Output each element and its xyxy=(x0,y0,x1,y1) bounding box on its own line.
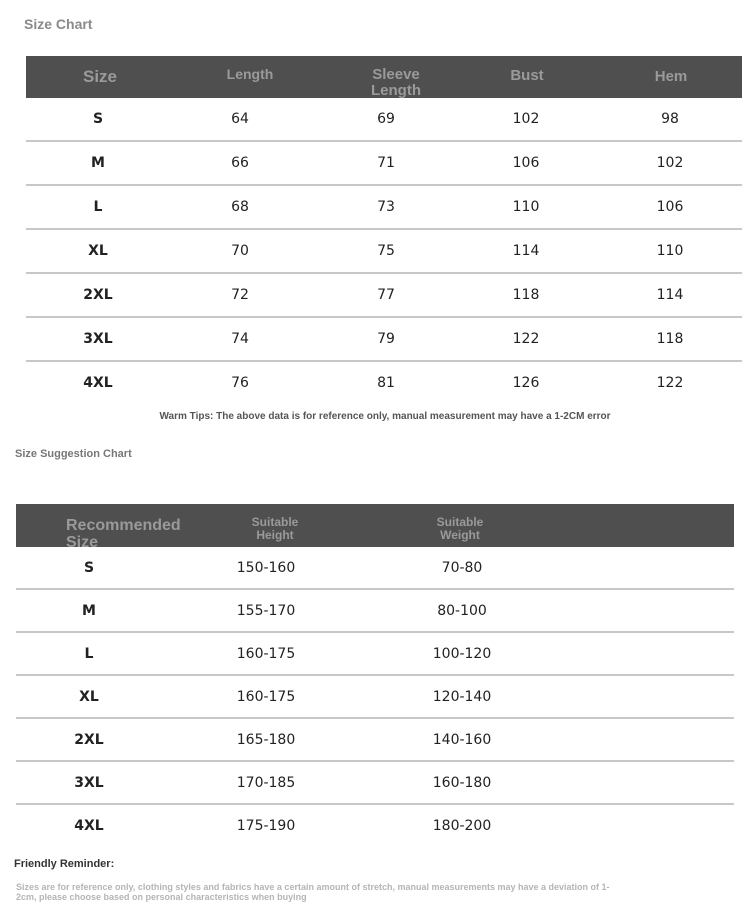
suitable-height-cell: 150-160 xyxy=(236,559,296,576)
recommended-size-cell: S xyxy=(83,559,95,576)
length-cell: 76 xyxy=(231,375,249,391)
table-row xyxy=(26,186,742,230)
table-row xyxy=(16,762,734,805)
header-length: Length xyxy=(226,66,274,82)
size-cell: 3XL xyxy=(83,331,113,347)
warm-tip: Warm Tips: The above data is for reference only, manual measurement may have a 1-2CM error xyxy=(159,411,611,422)
size-chart-title: Size Chart xyxy=(24,16,93,32)
header-hem: Hem xyxy=(654,68,688,85)
hem-cell: 110 xyxy=(656,243,684,259)
size-suggestion-header xyxy=(16,504,734,551)
sleeve-length-cell: 73 xyxy=(377,199,395,215)
hem-cell: 98 xyxy=(661,111,679,127)
size-cell: 2XL xyxy=(83,287,113,303)
suitable-height-cell: 155-170 xyxy=(236,602,296,619)
table-row xyxy=(16,590,734,633)
hem-cell: 122 xyxy=(656,375,684,391)
sleeve-length-cell: 71 xyxy=(377,155,395,171)
hem-cell: 118 xyxy=(656,331,684,347)
size-chart-table xyxy=(26,56,742,404)
table-row xyxy=(26,230,742,274)
reminder-title: Friendly Reminder: xyxy=(14,858,115,870)
suitable-height-cell: 160-175 xyxy=(236,645,296,662)
size-suggestion-body xyxy=(16,547,734,846)
header-size: Size xyxy=(82,67,118,86)
bust-cell: 102 xyxy=(512,111,540,127)
size-suggestion-table xyxy=(16,504,734,846)
size-cell: M xyxy=(91,155,105,171)
table-row xyxy=(26,362,742,404)
length-cell: 64 xyxy=(231,111,249,127)
table-row xyxy=(26,142,742,186)
size-chart-body xyxy=(26,98,742,404)
suitable-weight-cell: 180-200 xyxy=(432,817,492,834)
reminder-text: Sizes are for reference only, clothing styles and fabrics have a certain amount of stretch, manual measurements may have a deviation of 1-2cm, please choose based on personal characteristics when buying xyxy=(16,882,610,902)
table-row xyxy=(26,98,742,142)
length-cell: 72 xyxy=(231,287,249,303)
recommended-size-cell: 3XL xyxy=(74,774,104,791)
hem-cell: 114 xyxy=(656,287,684,303)
suitable-weight-cell: 70-80 xyxy=(441,559,483,576)
recommended-size-cell: M xyxy=(82,602,96,619)
recommended-size-cell: L xyxy=(84,645,94,662)
table-row xyxy=(26,274,742,318)
header-bust: Bust xyxy=(510,67,544,84)
hem-cell: 102 xyxy=(656,155,684,171)
suitable-weight-cell: 80-100 xyxy=(437,602,487,619)
size-suggestion-title: Size Suggestion Chart xyxy=(15,448,132,460)
table-row xyxy=(16,633,734,676)
table-row xyxy=(16,547,734,590)
hem-cell: 106 xyxy=(656,199,684,215)
suitable-height-cell: 160-175 xyxy=(236,688,296,705)
length-cell: 66 xyxy=(231,155,249,171)
header-sleeve-length: Sleeve Length xyxy=(371,66,421,99)
suitable-weight-cell: 100-120 xyxy=(432,645,492,662)
recommended-size-cell: 4XL xyxy=(74,817,104,834)
sleeve-length-cell: 77 xyxy=(377,287,395,303)
size-cell: S xyxy=(92,111,104,127)
table-row xyxy=(16,719,734,762)
header-suitable-height: Suitable Height xyxy=(251,515,299,542)
sleeve-length-cell: 81 xyxy=(377,375,395,391)
suitable-weight-cell: 120-140 xyxy=(432,688,492,705)
bust-cell: 110 xyxy=(512,199,540,215)
suitable-height-cell: 175-190 xyxy=(236,817,296,834)
size-cell: L xyxy=(93,199,103,215)
sleeve-length-cell: 69 xyxy=(377,111,395,127)
size-cell: XL xyxy=(88,243,108,259)
size-cell: 4XL xyxy=(83,375,113,391)
recommended-size-cell: XL xyxy=(79,688,99,705)
suitable-weight-cell: 140-160 xyxy=(432,731,492,748)
length-cell: 74 xyxy=(231,331,249,347)
header-suitable-weight: Suitable Weight xyxy=(436,515,484,542)
table-row xyxy=(16,676,734,719)
length-cell: 70 xyxy=(231,243,249,259)
sleeve-length-cell: 75 xyxy=(377,243,395,259)
header-recommended-size: Recommended Size xyxy=(66,517,181,551)
size-chart-header xyxy=(26,56,742,98)
suitable-height-cell: 165-180 xyxy=(236,731,296,748)
table-row xyxy=(16,805,734,846)
sleeve-length-cell: 79 xyxy=(377,331,395,347)
bust-cell: 114 xyxy=(512,243,540,259)
length-cell: 68 xyxy=(231,199,249,215)
bust-cell: 118 xyxy=(512,287,540,303)
table-row xyxy=(26,318,742,362)
bust-cell: 126 xyxy=(512,375,540,391)
recommended-size-cell: 2XL xyxy=(74,731,104,748)
bust-cell: 122 xyxy=(512,331,540,347)
bust-cell: 106 xyxy=(512,155,540,171)
suitable-weight-cell: 160-180 xyxy=(432,774,492,791)
suitable-height-cell: 170-185 xyxy=(236,774,296,791)
